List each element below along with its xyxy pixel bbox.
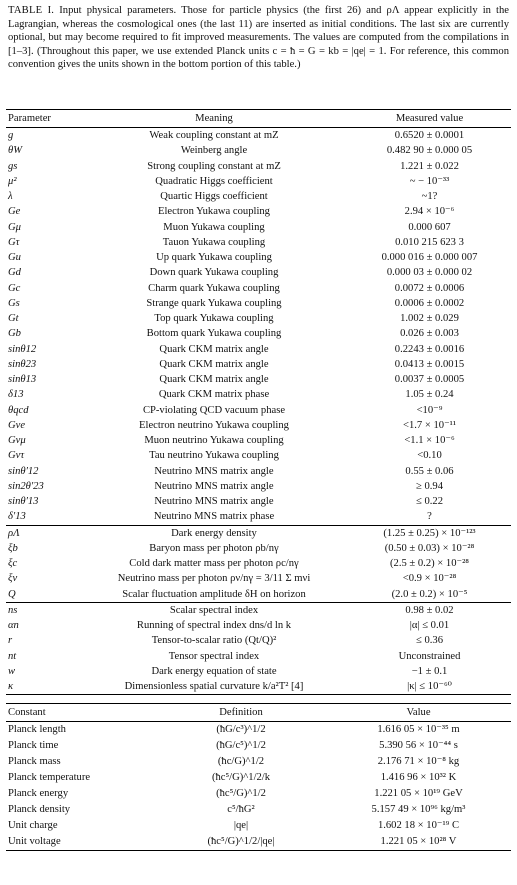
parameter-meaning: Neutrino mass per photon ρν/nγ = 3/11 Σ mνi	[117, 573, 311, 585]
unit-row	[6, 786, 511, 802]
parameters-table	[6, 109, 511, 695]
parameter-row	[6, 204, 511, 219]
parameter-value: ~1?	[421, 191, 438, 202]
parameter-row	[6, 403, 511, 418]
parameter-symbol: λ	[8, 191, 13, 202]
parameter-meaning: Tauon Yukawa coupling	[162, 236, 266, 248]
parameter-symbol: Gt	[8, 313, 19, 324]
parameter-symbol: g	[8, 130, 14, 141]
parameter-value: 0.55 ± 0.06	[405, 465, 454, 477]
header-meaning: Meaning	[195, 113, 233, 124]
parameter-meaning: Electron Yukawa coupling	[158, 206, 270, 218]
parameter-meaning: Up quark Yukawa coupling	[156, 252, 272, 263]
parameter-value: 0.0413 ± 0.0015	[394, 358, 465, 370]
parameter-symbol: αn	[8, 620, 19, 631]
parameter-row	[6, 357, 511, 372]
unit-definition: |qe|	[233, 820, 249, 832]
caption-lead: TABLE I.	[8, 5, 55, 16]
parameter-row	[6, 571, 511, 586]
parameter-symbol: sinθ13	[8, 374, 37, 385]
parameter-value: ≤ 0.36	[415, 635, 443, 647]
parameter-value: 1.002 ± 0.029	[400, 313, 459, 324]
unit-row	[6, 738, 511, 754]
units-table	[6, 703, 511, 851]
parameter-symbol: Gμ	[8, 221, 21, 233]
parameter-value: |κ| ≤ 10⁻⁶⁰	[407, 681, 452, 692]
parameter-symbol: sinθ′12	[8, 465, 39, 477]
parameter-meaning: Quark CKM matrix angle	[159, 343, 269, 355]
caption-text: Input physical parameters. Those for particle physics (the first 26) and ρΛ appear explicitly in the Lagrangian, whereas the cosmological ones (the last 11) are inserted as initial conditions. The last six are currently optional, but may become required to fit improved measurements. The values are computed from the compilations in [1–3]. (Throughout this paper, we use extended Planck units c = ħ = G = kb = |qe| = 1. For reference, this common convention gives the units shown in the bottom portion of this table.)	[8, 5, 509, 71]
parameter-symbol: Gc	[8, 282, 21, 294]
parameter-meaning: Bottom quark Yukawa coupling	[146, 328, 282, 340]
parameter-value: 0.2243 ± 0.0016	[394, 343, 465, 355]
header-value: Value	[406, 707, 431, 719]
unit-definition: (ħc⁵/G)^1/2	[216, 788, 266, 800]
parameter-meaning: Tensor spectral index	[168, 650, 260, 662]
unit-definition: (ħG/c⁵)^1/2	[216, 740, 266, 752]
parameter-row	[6, 159, 511, 174]
header-measured-value: Measured value	[395, 113, 464, 124]
parameter-row	[6, 649, 511, 664]
unit-value: 1.602 18 × 10⁻¹⁹ C	[377, 820, 460, 832]
parameter-row	[6, 679, 511, 695]
parameter-meaning: Top quark Yukawa coupling	[154, 313, 274, 324]
unit-definition: (ħc/G)^1/2	[217, 756, 265, 768]
unit-value: 2.176 71 × 10⁻⁸ kg	[377, 756, 460, 768]
parameter-meaning: Quark CKM matrix phase	[158, 389, 270, 401]
parameter-symbol: Gu	[8, 252, 21, 263]
parameter-meaning: Dark energy density	[80, 525, 348, 541]
parameter-symbol: Gνμ	[8, 435, 26, 446]
parameter-row	[6, 326, 511, 341]
unit-row	[6, 802, 511, 818]
parameter-value: 0.0006 ± 0.0002	[394, 297, 465, 309]
parameter-symbol: sinθ′13	[8, 496, 39, 507]
parameter-row	[6, 265, 511, 280]
parameter-symbol: nt	[8, 650, 17, 662]
unit-definition: (ħG/c³)^1/2	[216, 724, 266, 736]
parameter-meaning: Running of spectral index dns/d ln k	[136, 620, 292, 631]
parameter-meaning: Dark energy equation of state	[151, 665, 277, 677]
parameter-value: <0.9 × 10⁻²⁸	[402, 573, 457, 585]
parameter-value: (2.5 ± 0.2) × 10⁻²⁸	[390, 558, 469, 569]
parameter-value: ≤ 0.22	[415, 496, 443, 507]
parameter-symbol: Q	[8, 588, 16, 600]
parameter-value: 0.0072 ± 0.0006	[394, 282, 465, 294]
parameter-row	[6, 174, 511, 189]
parameter-row	[6, 541, 511, 556]
parameter-row	[6, 618, 511, 633]
parameter-row	[6, 281, 511, 296]
parameter-symbol: sin2θ′23	[8, 480, 44, 492]
table-caption	[8, 4, 509, 102]
units-body	[6, 722, 511, 851]
parameter-meaning: Neutrino MNS matrix phase	[153, 511, 275, 523]
parameter-symbol: gs	[8, 160, 18, 172]
parameter-row	[6, 509, 511, 525]
parameter-symbol: Gντ	[8, 450, 25, 462]
parameter-value: 0.000 016 ± 0.000 007	[381, 252, 478, 263]
parameter-value: <10⁻⁹	[416, 404, 443, 416]
parameter-symbol: w	[8, 665, 16, 677]
parameter-symbol: ξc	[8, 558, 18, 569]
parameter-value: 0.6520 ± 0.0001	[394, 130, 465, 141]
parameter-row	[6, 342, 511, 357]
parameter-value: 1.05 ± 0.24	[405, 389, 454, 401]
parameter-symbol: sinθ23	[8, 358, 37, 370]
parameter-meaning: Strong coupling constant at mZ	[147, 160, 281, 172]
parameter-symbol: ξν	[8, 573, 18, 585]
parameter-row	[6, 372, 511, 387]
parameter-value: ~ − 10⁻³³	[409, 175, 450, 187]
parameter-row	[6, 311, 511, 326]
parameter-row	[6, 387, 511, 402]
parameter-value: 0.98 ± 0.02	[348, 602, 511, 618]
unit-value: 1.221 05 × 10²⁸ V	[380, 836, 457, 848]
parameter-meaning: Weak coupling constant at mZ	[149, 130, 279, 141]
parameter-meaning: Quartic Higgs coefficient	[160, 191, 268, 202]
parameter-row	[6, 587, 511, 603]
parameter-symbol: Gνe	[8, 419, 26, 431]
parameter-meaning: Weinberg angle	[180, 145, 248, 157]
parameter-value: 0.026 ± 0.003	[400, 328, 459, 340]
parameter-meaning: Neutrino MNS matrix angle	[154, 480, 274, 492]
unit-value: 5.390 56 × 10⁻⁴⁴ s	[379, 740, 458, 752]
parameter-row	[6, 494, 511, 509]
parameter-value: ?	[427, 511, 432, 523]
parameter-row	[6, 128, 511, 144]
unit-definition: c⁵/ħG²	[227, 804, 255, 816]
parameter-meaning: Quark CKM matrix angle	[159, 358, 269, 370]
parameter-symbol: δ′13	[8, 511, 26, 523]
parameter-row	[6, 556, 511, 571]
unit-name: Unit voltage	[8, 836, 61, 848]
parameter-symbol: θqcd	[8, 404, 29, 416]
parameter-meaning: Baryon mass per photon ρb/nγ	[149, 542, 279, 554]
parameter-row	[6, 418, 511, 433]
parameter-meaning: Quark CKM matrix angle	[159, 374, 269, 385]
unit-value: 1.416 96 × 10³² K	[380, 772, 457, 784]
parameter-row	[6, 633, 511, 648]
parameter-value: 0.010 215 623 3	[395, 236, 464, 248]
parameter-meaning: Down quark Yukawa coupling	[149, 267, 279, 279]
parameter-row	[6, 464, 511, 479]
parameter-symbol: ns	[6, 602, 80, 618]
parameter-value: (2.0 ± 0.2) × 10⁻⁵	[391, 588, 468, 600]
parameter-row	[6, 143, 511, 158]
parameter-value: (0.50 ± 0.03) × 10⁻²⁸	[384, 542, 475, 554]
unit-row	[6, 722, 511, 739]
parameter-value: <0.10	[417, 450, 442, 462]
parameter-meaning: Strange quark Yukawa coupling	[146, 297, 282, 309]
parameter-symbol: δ13	[8, 389, 24, 401]
parameter-value: 0.000 03 ± 0.000 02	[386, 267, 473, 279]
header-definition: Definition	[219, 707, 263, 719]
unit-name: Planck length	[8, 724, 66, 736]
parameter-row	[6, 479, 511, 494]
parameter-meaning: Scalar spectral index	[80, 602, 348, 618]
parameters-body	[6, 128, 511, 695]
parameter-symbol: Gb	[8, 328, 21, 340]
unit-row	[6, 834, 511, 851]
parameter-meaning: Cold dark matter mass per photon ρc/nγ	[129, 558, 299, 569]
parameter-symbol: Gd	[8, 267, 21, 279]
parameter-row	[6, 433, 511, 448]
parameter-row	[6, 448, 511, 463]
parameter-meaning: Muon Yukawa coupling	[163, 221, 265, 233]
parameter-meaning: Neutrino MNS matrix angle	[154, 465, 274, 477]
parameter-value: (1.25 ± 0.25) × 10⁻¹²³	[348, 525, 511, 541]
unit-definition: (ħc⁵/G)^1/2/|qe|	[207, 836, 275, 848]
parameter-meaning: Dimensionless spatial curvature k/a²T² [4]	[124, 681, 304, 692]
parameter-value: Unconstrained	[398, 650, 461, 662]
parameter-value: 2.94 × 10⁻⁶	[404, 206, 455, 218]
parameter-meaning: Tau neutrino Yukawa coupling	[149, 450, 279, 462]
unit-name: Unit charge	[8, 820, 58, 832]
unit-row	[6, 754, 511, 770]
parameter-symbol: μ²	[8, 175, 17, 187]
unit-name: Planck density	[8, 804, 71, 816]
unit-name: Planck energy	[8, 788, 69, 800]
parameter-symbol: κ	[8, 681, 14, 692]
parameter-symbol: ξb	[8, 542, 18, 554]
header-parameter: Parameter	[8, 113, 51, 124]
parameter-symbol: ρΛ	[6, 525, 80, 541]
parameter-symbol: Gs	[8, 297, 20, 309]
parameter-meaning: Charm quark Yukawa coupling	[148, 282, 280, 294]
parameter-row	[6, 250, 511, 265]
parameter-symbol: sinθ12	[8, 343, 37, 355]
parameter-row	[6, 235, 511, 250]
parameter-row	[6, 664, 511, 679]
parameter-value: −1 ± 0.1	[411, 665, 448, 677]
parameter-value: ≥ 0.94	[415, 480, 443, 492]
parameter-symbol: θW	[8, 145, 23, 157]
parameter-symbol: r	[8, 635, 13, 647]
parameter-value: 0.000 607	[408, 221, 451, 233]
parameter-symbol: Ge	[8, 206, 21, 218]
unit-row	[6, 770, 511, 786]
parameter-row	[6, 525, 511, 541]
parameter-value: 0.482 90 ± 0.000 05	[386, 145, 473, 157]
parameter-value: <1.7 × 10⁻¹¹	[402, 419, 457, 431]
parameter-value: <1.1 × 10⁻⁶	[404, 435, 455, 446]
unit-value: 5.157 49 × 10⁹⁶ kg/m³	[371, 804, 466, 816]
unit-name: Planck mass	[8, 756, 61, 768]
parameter-meaning: CP-violating QCD vacuum phase	[142, 404, 286, 416]
parameter-row	[6, 602, 511, 618]
unit-value: 1.221 05 × 10¹⁹ GeV	[374, 788, 463, 800]
parameter-meaning: Quadratic Higgs coefficient	[155, 175, 273, 187]
unit-definition: (ħc⁵/G)^1/2/k	[211, 772, 271, 784]
parameter-meaning: Scalar fluctuation amplitude δH on horizon	[122, 588, 306, 600]
unit-value: 1.616 05 × 10⁻³⁵ m	[377, 724, 460, 736]
unit-name: Planck time	[8, 740, 59, 752]
parameter-meaning: Neutrino MNS matrix angle	[154, 496, 274, 507]
unit-name: Planck temperature	[8, 772, 91, 784]
parameter-value: 1.221 ± 0.022	[400, 160, 459, 172]
unit-row	[6, 818, 511, 834]
parameter-value: 0.0037 ± 0.0005	[394, 374, 465, 385]
parameter-meaning: Tensor-to-scalar ratio (Qt/Q)²	[151, 635, 277, 647]
parameter-row	[6, 220, 511, 235]
page	[6, 0, 511, 851]
parameter-symbol: Gτ	[8, 236, 20, 248]
parameter-meaning: Electron neutrino Yukawa coupling	[139, 419, 289, 431]
parameter-value: |α| ≤ 0.01	[409, 620, 450, 631]
parameter-row	[6, 189, 511, 204]
parameter-meaning: Muon neutrino Yukawa coupling	[144, 435, 284, 446]
header-constant: Constant	[8, 707, 46, 719]
parameter-row	[6, 296, 511, 311]
